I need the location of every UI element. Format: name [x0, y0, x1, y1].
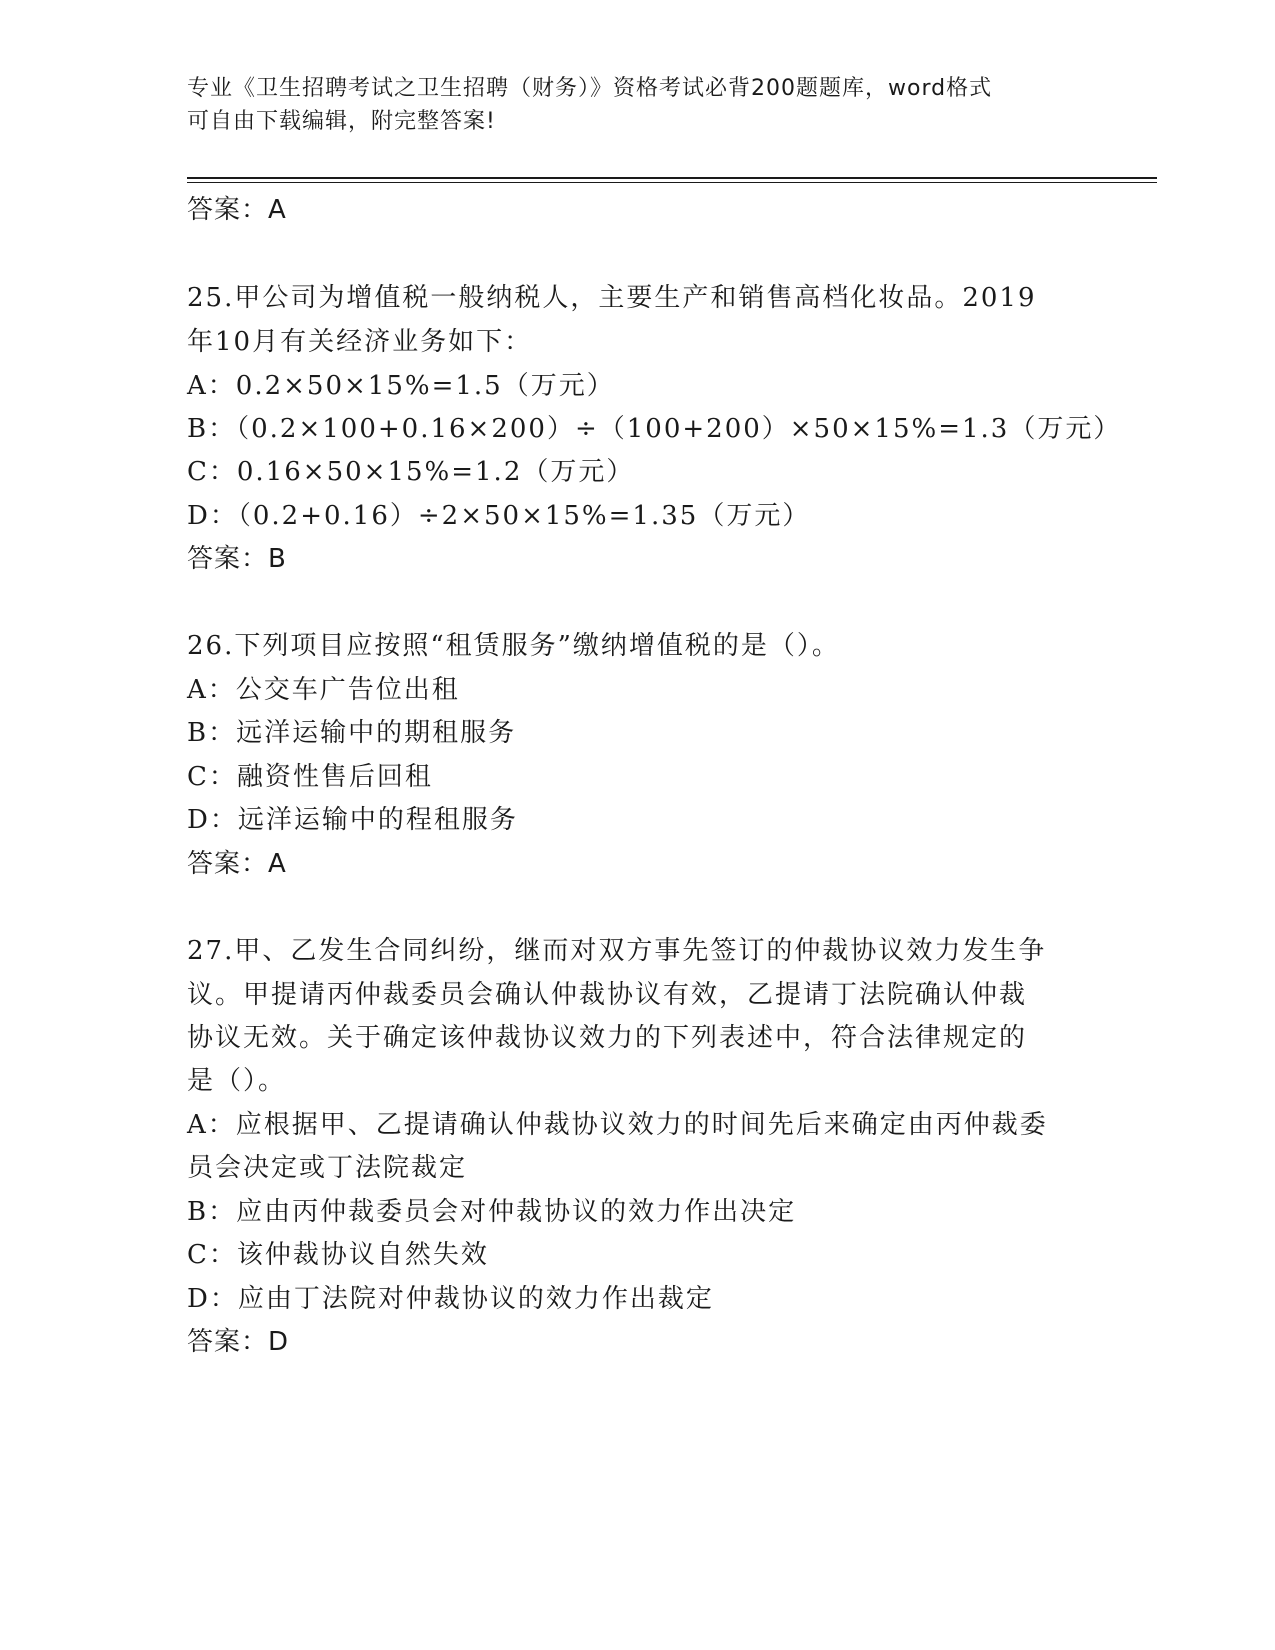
- header-line-1: 专业《卫生招聘考试之卫生招聘（财务）》资格考试必背200题题库，word格式: [187, 76, 993, 101]
- question-26-option-c: C：融资性售后回租: [187, 762, 433, 792]
- question-27-option-d: D：应由丁法院对仲裁协议的效力作出裁定: [187, 1284, 714, 1314]
- question-27-stem-line: 是（）。: [187, 1066, 287, 1096]
- question-26-option-d: D：远洋运输中的程租服务: [187, 805, 518, 835]
- question-27-option-a-continued: 员会决定或丁法院裁定: [187, 1153, 468, 1183]
- question-25-stem-line: 25.甲公司为增值税一般纳税人，主要生产和销售高档化妆品。2019: [187, 283, 1037, 313]
- question-25-option-c: C：0.16×50×15%=1.2（万元）: [187, 457, 635, 487]
- answer-line: 答案：A: [187, 195, 287, 225]
- question-26-stem-line: 26.下列项目应按照“租赁服务”缴纳增值税的是（）。: [187, 631, 840, 661]
- question-27-stem-line: 协议无效。关于确定该仲裁协议效力的下列表述中，符合法律规定的: [187, 1023, 1028, 1053]
- question-26-option-a: A：公交车广告位出租: [187, 675, 460, 705]
- question-27-option-a: A：应根据甲、乙提请确认仲裁协议效力的时间先后来确定由丙仲裁委: [187, 1110, 1048, 1140]
- header-line-2: 可自由下载编辑，附完整答案!: [187, 109, 496, 134]
- question-25-answer: 答案：B: [187, 544, 287, 574]
- question-26-answer: 答案：A: [187, 849, 287, 879]
- header-rule-thin: [187, 182, 1157, 183]
- question-27-option-c: C：该仲裁协议自然失效: [187, 1240, 489, 1270]
- question-25-stem-line: 年10月有关经济业务如下：: [187, 327, 533, 357]
- header-rule-thick: [187, 177, 1157, 179]
- question-25-option-a: A：0.2×50×15%=1.5（万元）: [187, 371, 615, 401]
- question-25-option-b: B：（0.2×100+0.16×200）÷（100+200）×50×15%=1.3（万元）: [187, 414, 1122, 444]
- question-27-stem-line: 议。甲提请丙仲裁委员会确认仲裁协议有效，乙提请丁法院确认仲裁: [187, 980, 1028, 1010]
- document-header: [187, 72, 1067, 138]
- question-27-option-b: B：应由丙仲裁委员会对仲裁协议的效力作出决定: [187, 1197, 797, 1227]
- question-26-option-b: B：远洋运输中的期租服务: [187, 718, 517, 748]
- question-25-option-d: D：（0.2+0.16）÷2×50×15%=1.35（万元）: [187, 501, 811, 531]
- question-27-stem-line: 27.甲、乙发生合同纠纷，继而对双方事先签订的仲裁协议效力发生争: [187, 936, 1047, 966]
- question-27-answer: 答案：D: [187, 1327, 290, 1357]
